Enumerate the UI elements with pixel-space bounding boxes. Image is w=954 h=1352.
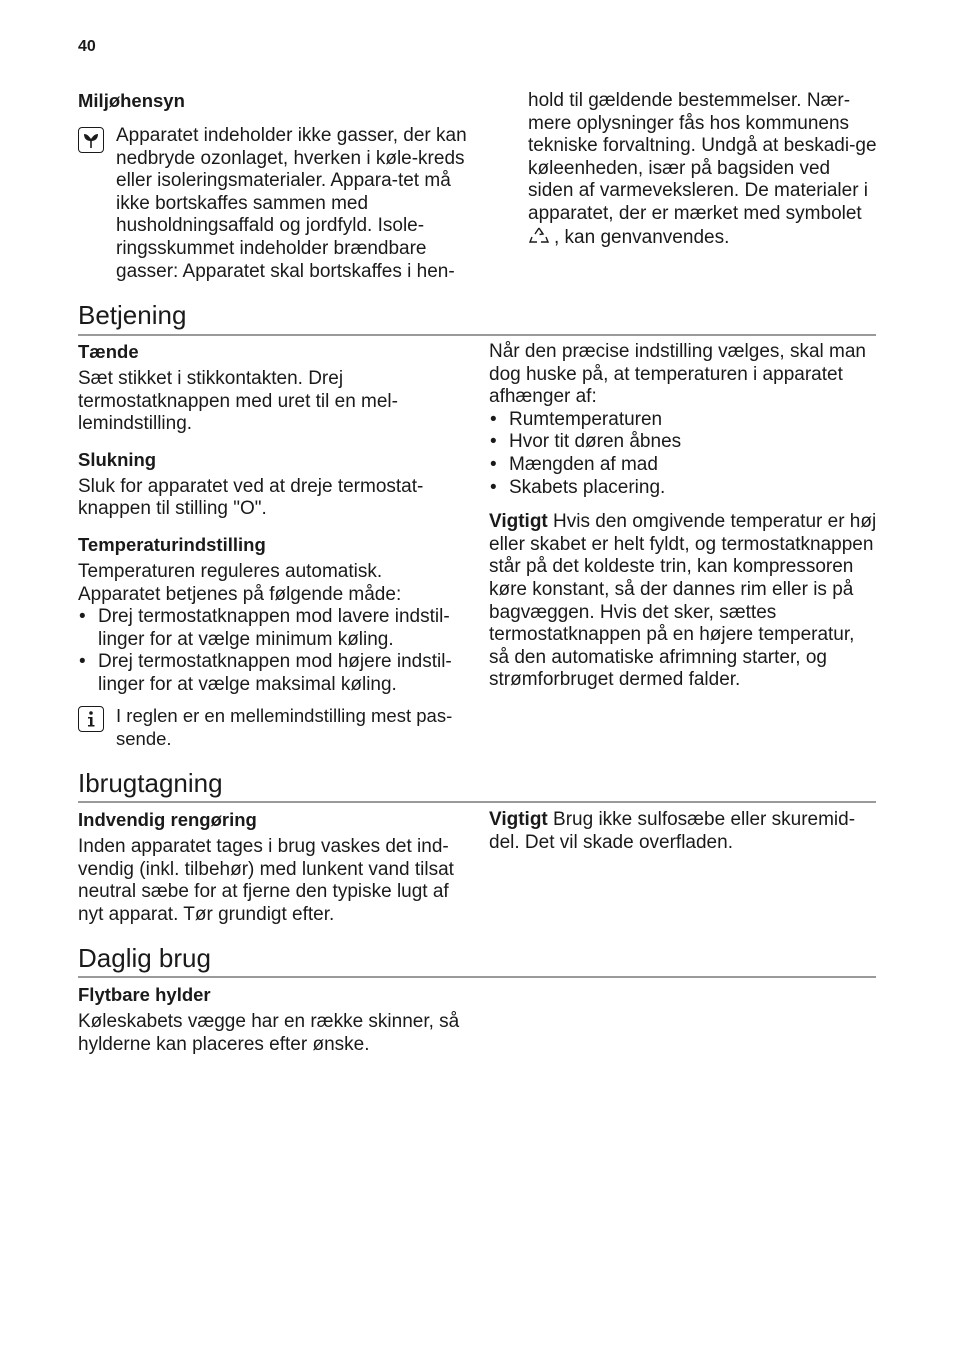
section-divider <box>78 801 876 803</box>
settings-intro-text: Når den præcise indstilling vælges, skal man dog huske på, at temperaturen i apparatet afhænger af: <box>489 341 866 408</box>
cleaning-important-note <box>489 809 879 854</box>
slukning-heading: Slukning <box>78 448 157 470</box>
shelves-text: Køleskabets vægge har en række skinner, så hylderne kan placeres efter ønske. <box>78 1011 460 1055</box>
environment-heading: Miljøhensyn <box>78 90 185 111</box>
list-item: • Rumtemperaturen <box>489 409 879 432</box>
ibrugtagning-left-column <box>78 809 468 926</box>
environment-right-text <box>528 90 880 252</box>
list-item: • Drej termostatknappen mod lavere indstil-linger for at vælge minimum køling. <box>78 606 468 651</box>
factors-bullet-list <box>489 409 879 499</box>
important-label: Vigtigt <box>489 809 548 830</box>
important-text: Brug ikke sulfosæbe eller skuremid-del. Det vil skade overfladen. <box>489 809 856 853</box>
environment-right-body: hold til gældende bestemmelser. Nær-mere oplysninger fås hos kommunens tekniske forvaltning. Undgå at beskadi-ge køleenheden, især på bagsiden ved siden af varmeveksleren. De materialer i apparatet, der er mærket med symbolet <box>528 90 877 224</box>
list-item: • Hvor tit døren åbnes <box>489 431 879 454</box>
page-number: 40 <box>78 38 96 55</box>
temperature-heading: Temperaturindstilling <box>78 533 266 555</box>
important-note <box>489 511 879 692</box>
betjening-left-column <box>78 341 468 697</box>
environment-flower-icon <box>78 127 104 153</box>
taende-heading: Tænde <box>78 341 139 362</box>
betjening-right-column <box>489 341 879 692</box>
important-label: Vigtigt <box>489 511 548 533</box>
daglig-left-column <box>78 984 468 1056</box>
list-item: • Drej termostatknappen mod højere indstil-linger for at vælge maksimal køling. <box>78 651 468 696</box>
section-title-ibrugtagning: Ibrugtagning <box>78 768 223 798</box>
info-note: I reglen er en mellemindstilling mest pas-sende. <box>116 705 453 749</box>
shelves-heading: Flytbare hylder <box>78 984 211 1005</box>
temperature-text: Temperaturen reguleres automatisk. Apparatet betjenes på følgende måde: <box>78 560 402 605</box>
section-title-betjening: Betjening <box>78 300 187 330</box>
recycle-icon <box>528 226 550 253</box>
list-item: • Skabets placering. <box>489 477 879 500</box>
section-title-daglig-brug: Daglig brug <box>78 943 211 973</box>
slukning-text: Sluk for apparatet ved at dreje termostat-knappen til stilling "O". <box>78 475 424 520</box>
section-divider <box>78 976 876 978</box>
section-divider <box>78 334 876 336</box>
list-item: • Mængden af mad <box>489 454 879 477</box>
temperature-bullet-list <box>78 606 468 696</box>
important-text: Hvis den omgivende temperatur er høj eller skabet er helt fyldt, og termostatknappen står på det koldeste trin, kan kompressoren køre konstant, så der dannes rim eller is på bagvæggen. Hvis det sker, sættes termostatknappen på en højere temperatur, så den automatiske afrimning starter, og strømforbruget dermed falder. <box>489 511 877 691</box>
info-icon <box>78 706 104 732</box>
environment-left-text: Apparatet indeholder ikke gasser, der kan nedbryde ozonlaget, hverken i køle-kreds eller isoleringsmaterialer. Appara-tet må ikke bortskaffes sammen med husholdningsaffald og jordfyld. Isole-ringsskummet indeholder brændbare gasser: Apparatet skal bortskaffes i hen- <box>116 125 467 282</box>
taende-text: Sæt stikket i stikkontakten. Drej termostatknappen med uret til en mel-lemindstilling. <box>78 368 398 435</box>
cleaning-text: Inden apparatet tages i brug vaskes det ind-vendig (inkl. tilbehør) med lunkent vand tilsat neutral sæbe for at fjerne den typiske lugt af nyt apparat. Tør grundigt efter. <box>78 836 454 925</box>
cleaning-heading: Indvendig rengøring <box>78 809 257 830</box>
environment-right-end: , kan genvanvendes. <box>554 226 730 248</box>
